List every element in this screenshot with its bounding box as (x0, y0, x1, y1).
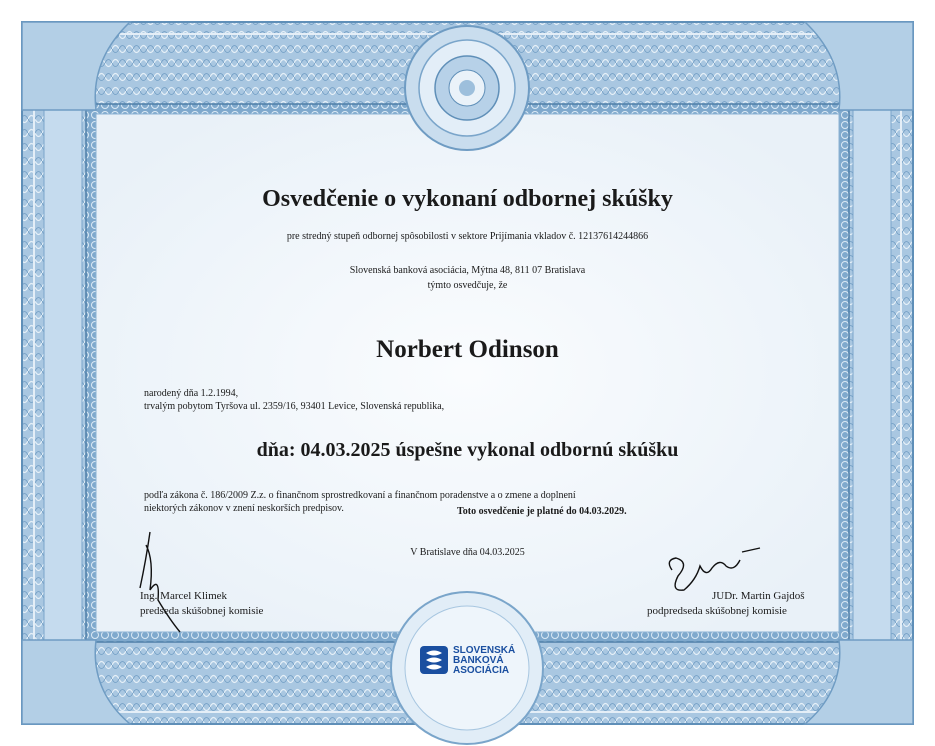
logo-line: BANKOVÁ (453, 655, 504, 666)
logo-line: SLOVENSKÁ (453, 645, 516, 656)
top-medallion (405, 26, 529, 150)
certificate-title: Osvedčenie o vykonaní odbornej skúšky (262, 186, 673, 212)
law-line-2: niektorých zákonov v znení neskorších predpisov. (144, 503, 344, 514)
right-signatory-name: JUDr. Martin Gajdoš (712, 590, 805, 602)
exam-result-line: dňa: 04.03.2025 úspešne vykonal odbornú skúšku (256, 439, 679, 461)
left-signatory-role: predseda skúšobnej komisie (140, 605, 264, 617)
holder-name: Norbert Odinson (376, 336, 559, 363)
address-line: trvalým pobytom Tyršova ul. 2359/16, 93401 Levice, Slovenská republika, (144, 401, 445, 412)
right-signatory-role: podpredseda skúšobnej komisie (647, 605, 787, 617)
issuer-statement: týmto osvedčuje, že (427, 280, 508, 291)
logo-wordmark (453, 646, 515, 676)
place-and-date: V Bratislave dňa 04.03.2025 (410, 547, 525, 558)
logo-line: ASOCIÁCIA (453, 665, 510, 676)
birth-date-line: narodený dňa 1.2.1994, (144, 388, 239, 399)
logo-icon (420, 646, 448, 674)
issuer-address: Slovenská banková asociácia, Mýtna 48, 811 07 Bratislava (349, 265, 586, 276)
validity-note: Toto osvedčenie je platné do 04.03.2029. (457, 506, 627, 517)
law-line-1: podľa zákona č. 186/2009 Z.z. o finančnom sprostredkovaní a finančnom poradenstve a o zmene a doplnení (144, 490, 576, 501)
left-signatory-name: Ing. Marcel Klimek (140, 590, 228, 602)
certificate-subtitle: pre stredný stupeň odbornej spôsobilosti v sektore Prijímania vkladov č. 12137614244866 (286, 231, 649, 242)
